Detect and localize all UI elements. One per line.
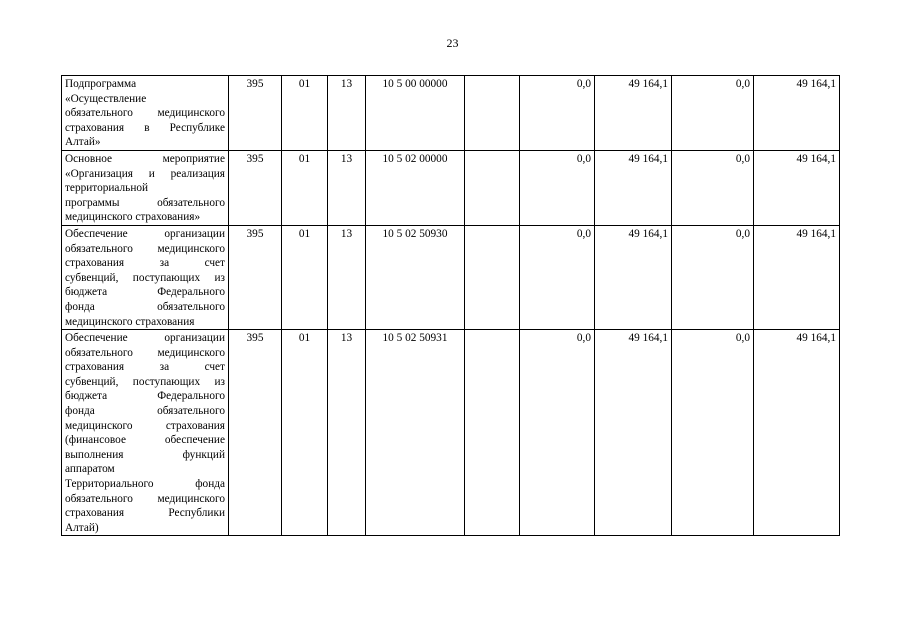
subsection-cell: 13	[328, 330, 366, 536]
table-row	[62, 150, 840, 225]
item-name-line: Подпрограмма	[65, 78, 137, 90]
target-article-cell: 10 5 02 00000	[366, 150, 465, 225]
expense-type-cell	[465, 150, 520, 225]
item-name-line: Обеспечение организации	[65, 227, 225, 240]
grbs-cell: 395	[229, 150, 282, 225]
item-name-line: выполнения функций	[65, 448, 225, 461]
amount-cell-1: 0,0	[520, 150, 595, 225]
table-row	[62, 330, 840, 536]
item-name-line: Алтай)	[65, 521, 99, 534]
table-row	[62, 76, 840, 151]
item-name-line: обязательного медицинского	[65, 492, 225, 505]
item-name-line: страхования за счет	[65, 361, 225, 374]
section-cell: 01	[282, 76, 328, 151]
grbs-cell: 395	[229, 76, 282, 151]
budget-table	[61, 75, 840, 536]
item-name-line: медицинского страхования»	[65, 211, 201, 224]
item-name-line: фонда обязательного	[65, 405, 225, 418]
item-name-line: программы обязательного	[65, 196, 225, 209]
grbs-cell: 395	[229, 225, 282, 329]
item-name-line: бюджета Федерального	[65, 286, 225, 299]
item-name-cell	[62, 76, 229, 151]
item-name-line: Обеспечение организации	[65, 332, 225, 345]
subsection-cell: 13	[328, 150, 366, 225]
item-name-cell	[62, 225, 229, 329]
amount-cell-1: 0,0	[520, 76, 595, 151]
target-article-cell: 10 5 00 00000	[366, 76, 465, 151]
amount-cell-2: 49 164,1	[595, 150, 672, 225]
item-name-line: (финансовое обеспечение	[65, 434, 225, 447]
page-number: 23	[446, 36, 459, 50]
section-cell: 01	[282, 225, 328, 329]
grbs-cell: 395	[229, 330, 282, 536]
amount-cell-3: 0,0	[672, 330, 754, 536]
amount-cell-1: 0,0	[520, 330, 595, 536]
amount-cell-2: 49 164,1	[595, 76, 672, 151]
item-name-line: Алтай»	[65, 136, 101, 149]
target-article-cell: 10 5 02 50930	[366, 225, 465, 329]
subsection-cell: 13	[328, 225, 366, 329]
amount-cell-4: 49 164,1	[754, 225, 840, 329]
target-article-cell: 10 5 02 50931	[366, 330, 465, 536]
item-name-cell	[62, 150, 229, 225]
item-name-line: бюджета Федерального	[65, 390, 225, 403]
amount-cell-2: 49 164,1	[595, 330, 672, 536]
item-name-cell	[62, 330, 229, 536]
section-cell: 01	[282, 330, 328, 536]
expense-type-cell	[465, 225, 520, 329]
amount-cell-1: 0,0	[520, 225, 595, 329]
item-name-line: обязательного медицинского	[65, 107, 225, 120]
amount-cell-4: 49 164,1	[754, 76, 840, 151]
item-name-line: «Осуществление	[65, 92, 147, 105]
item-name-line: страхования в Республике	[65, 121, 225, 134]
item-name-line: обязательного медицинского	[65, 346, 225, 359]
item-name-line: страхования за счет	[65, 257, 225, 270]
amount-cell-4: 49 164,1	[754, 330, 840, 536]
amount-cell-4: 49 164,1	[754, 150, 840, 225]
item-name-line: аппаратом	[65, 463, 115, 476]
table-row	[62, 225, 840, 329]
item-name-line: субвенций, поступающих из	[65, 375, 225, 388]
item-name-line: территориальной	[65, 182, 149, 195]
table-body	[62, 76, 840, 536]
subsection-cell: 13	[328, 76, 366, 151]
amount-cell-2: 49 164,1	[595, 225, 672, 329]
item-name-line: медицинского страхования	[65, 419, 225, 432]
item-name-line: страхования Республики	[65, 507, 225, 520]
item-name-line: обязательного медицинского	[65, 242, 225, 255]
expense-type-cell	[465, 330, 520, 536]
section-cell: 01	[282, 150, 328, 225]
item-name-line: субвенций, поступающих из	[65, 271, 225, 284]
item-name-line: Основное мероприятие	[65, 152, 225, 165]
amount-cell-3: 0,0	[672, 225, 754, 329]
item-name-line: Территориального фонда	[65, 478, 225, 491]
amount-cell-3: 0,0	[672, 150, 754, 225]
expense-type-cell	[465, 76, 520, 151]
item-name-line: «Организация и реализация	[65, 167, 225, 180]
amount-cell-3: 0,0	[672, 76, 754, 151]
item-name-line: фонда обязательного	[65, 300, 225, 313]
item-name-line: медицинского страхования	[65, 315, 195, 328]
